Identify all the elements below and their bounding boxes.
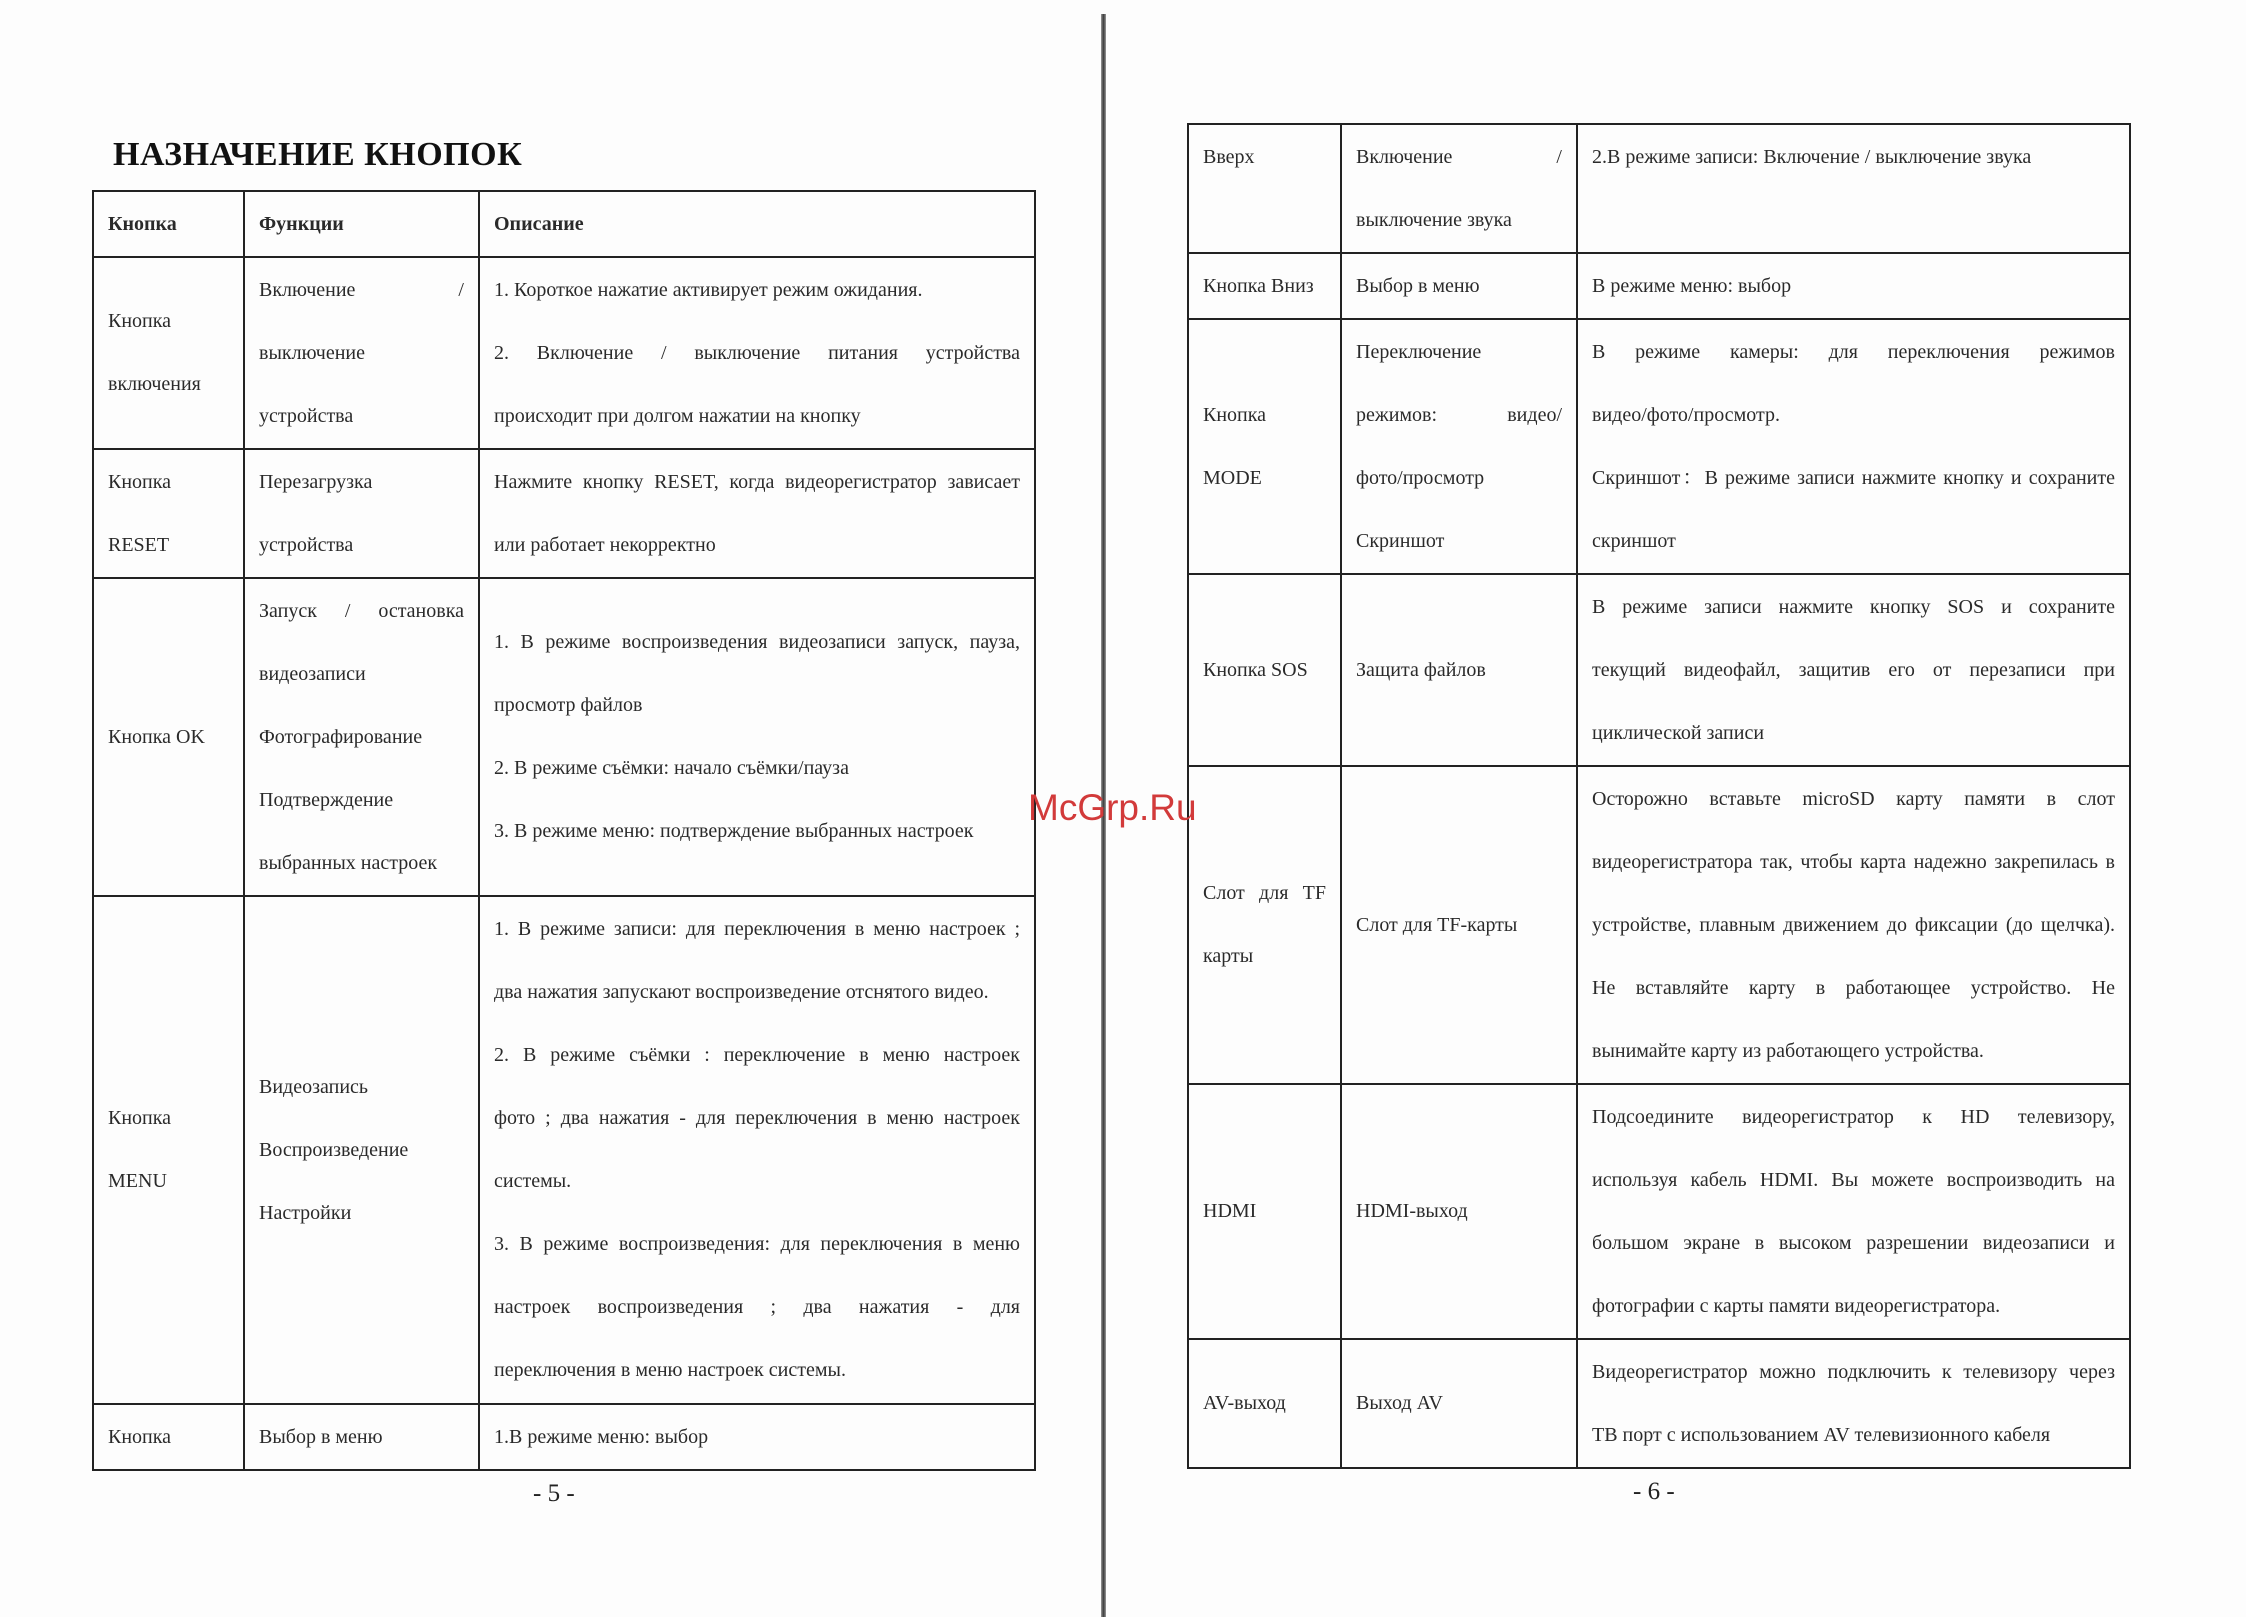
row-functions: Включение / выключение устройства xyxy=(244,257,479,449)
row-description: Нажмите кнопку RESET, когда видеорегистратор зависает или работает некорректно xyxy=(479,449,1035,578)
row-button: Кнопка MODE xyxy=(1188,319,1341,574)
row-description: Подсоедините видеорегистратор к HD телевизору, используя кабель HDMI. Вы можете воспроизводить на большом экране в высоком разрешении видеозаписи и фотографии с карты памяти видеорегистратора. xyxy=(1577,1084,2130,1339)
row-button: Вверх xyxy=(1188,124,1341,253)
table-row-sos xyxy=(1188,574,2130,766)
row-functions: Перезагрузка устройства xyxy=(244,449,479,578)
row-functions: Включение / выключение звука xyxy=(1341,124,1577,253)
table-row-down xyxy=(1188,253,2130,319)
page-title: НАЗНАЧЕНИЕ КНОПОК xyxy=(113,136,523,173)
row-button: Слот для TF карты xyxy=(1188,766,1341,1084)
row-description: 1. В режиме воспроизведения видеозаписи запуск, пауза, просмотр файлов 2. В режиме съёмки: начало съёмки/пауза 3. В режиме меню: подтверждение выбранных настроек xyxy=(479,578,1035,896)
row-description: Осторожно вставьте microSD карту памяти в слот видеорегистратора так, чтобы карта надежно закрепилась в устройстве, плавным движением до фиксации (до щелчка). Не вставляйте карту в работающее устройство. Не вынимайте карту из работающего устройства. xyxy=(1577,766,2130,1084)
page-number-left: - 5 - xyxy=(533,1480,575,1507)
row-description: В режиме камеры: для переключения режимов видео/фото/просмотр. Скриншот：В режиме записи нажмите кнопку и сохраните скриншот xyxy=(1577,319,2130,574)
row-button: Кнопка OK xyxy=(93,578,244,896)
row-description: В режиме меню: выбор xyxy=(1577,253,2130,319)
header-button: Кнопка xyxy=(93,191,244,257)
table-row-ok xyxy=(93,578,1035,896)
row-description: 1. Короткое нажатие активирует режим ожидания. 2. Включение / выключение питания устройства происходит при долгом нажатии на кнопку xyxy=(479,257,1035,449)
row-button: Кнопка Вниз xyxy=(1188,253,1341,319)
table-row-mode xyxy=(1188,319,2130,574)
buttons-table-right xyxy=(1187,123,2131,1469)
row-functions: Видеозапись Воспроизведение Настройки xyxy=(244,896,479,1404)
row-button: Кнопка включения xyxy=(93,257,244,449)
table-row-menu xyxy=(93,896,1035,1404)
header-description: Описание xyxy=(479,191,1035,257)
row-button: Кнопка xyxy=(93,1404,244,1470)
row-description: 1.В режиме меню: выбор xyxy=(479,1404,1035,1470)
row-functions: Защита файлов xyxy=(1341,574,1577,766)
row-button: AV-выход xyxy=(1188,1339,1341,1468)
watermark: McGrp.Ru xyxy=(1028,787,1197,828)
row-button: Кнопка MENU xyxy=(93,896,244,1404)
row-description: 2.В режиме записи: Включение / выключение звука xyxy=(1577,124,2130,253)
page-number-right: - 6 - xyxy=(1633,1478,1675,1505)
buttons-table-left xyxy=(92,190,1036,1471)
table-row-av xyxy=(1188,1339,2130,1468)
table-header-row xyxy=(93,191,1035,257)
row-description: Видеорегистратор можно подключить к телевизору через ТВ порт с использованием AV телевизионного кабеля xyxy=(1577,1339,2130,1468)
table-row-select xyxy=(93,1404,1035,1470)
table-row-hdmi xyxy=(1188,1084,2130,1339)
row-functions: Выбор в меню xyxy=(244,1404,479,1470)
row-functions: Выбор в меню xyxy=(1341,253,1577,319)
row-description: В режиме записи нажмите кнопку SOS и сохраните текущий видеофайл, защитив его от перезаписи при циклической записи xyxy=(1577,574,2130,766)
table-row-reset xyxy=(93,449,1035,578)
table-row-up xyxy=(1188,124,2130,253)
row-functions: Запуск / остановка видеозаписи Фотографирование Подтверждение выбранных настроек xyxy=(244,578,479,896)
row-button: HDMI xyxy=(1188,1084,1341,1339)
row-button: Кнопка RESET xyxy=(93,449,244,578)
row-functions: Выход AV xyxy=(1341,1339,1577,1468)
row-functions: Слот для TF-карты xyxy=(1341,766,1577,1084)
table-row-power xyxy=(93,257,1035,449)
header-functions: Функции xyxy=(244,191,479,257)
row-functions: HDMI-выход xyxy=(1341,1084,1577,1339)
row-functions: Переключение режимов: видео/ фото/просмотр Скриншот xyxy=(1341,319,1577,574)
row-button: Кнопка SOS xyxy=(1188,574,1341,766)
table-row-tf-slot xyxy=(1188,766,2130,1084)
row-description: 1. В режиме записи: для переключения в меню настроек ; два нажатия запускают воспроизведение отснятого видео. 2. В режиме съёмки : переключение в меню настроек фото ; два нажатия - для переключения в меню настроек системы. 3. В режиме воспроизведения: для переключения в меню настроек воспроизведения ; два нажатия - для переключения в меню настроек системы. xyxy=(479,896,1035,1404)
